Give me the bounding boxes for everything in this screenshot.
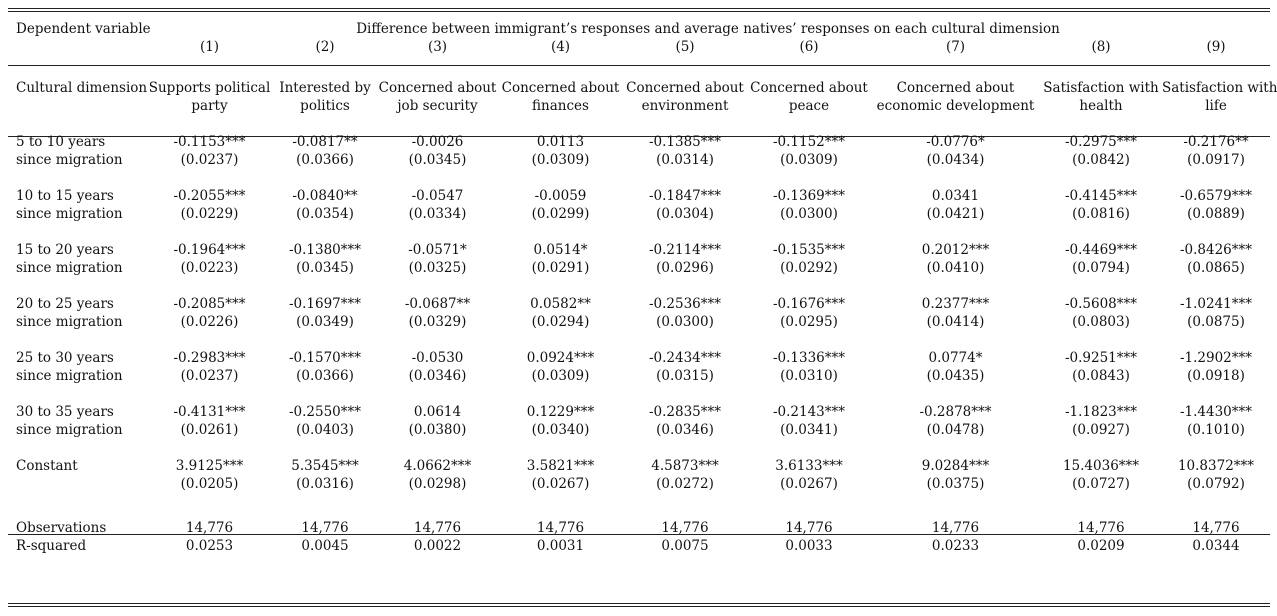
row-label-line1: Constant — [16, 458, 78, 474]
coefficient-line1: -0.2055*** — [173, 188, 246, 204]
coefficient-line2: (0.0261) — [180, 422, 239, 438]
coefficient-cell — [1040, 403, 1162, 457]
stats-value-line2: 0.0031 — [536, 538, 585, 554]
bottom-rule-double — [8, 606, 1270, 607]
coefficient-line2: (0.0341) — [780, 422, 838, 438]
stats-value-line2: 0.0022 — [413, 538, 462, 554]
coefficient-line2: (0.0354) — [296, 206, 354, 222]
dimension-header — [273, 79, 377, 115]
dimension-header — [623, 79, 747, 115]
regression-table — [8, 0, 1277, 555]
coefficient-line1: -0.1847*** — [648, 188, 722, 204]
coefficient-line1: -0.0547 — [411, 188, 464, 204]
coefficient-line1: -0.0776* — [926, 134, 985, 150]
bottom-rule — [8, 603, 1270, 604]
coefficient-line1: 3.9125*** — [175, 458, 244, 474]
col-number: (9) — [1206, 39, 1226, 55]
col-number: (5) — [675, 39, 695, 55]
coefficient-cell — [871, 349, 1040, 403]
coefficient-line2: (0.0875) — [1187, 314, 1245, 330]
coefficient-cell — [1040, 457, 1162, 501]
stats-cell — [747, 519, 871, 555]
coefficient-line1: 3.6133*** — [775, 458, 843, 474]
coefficient-cell — [871, 133, 1040, 187]
coefficient-line1: 0.0113 — [536, 134, 585, 150]
coefficient-cell — [1162, 349, 1270, 403]
coefficient-line1: -0.2143*** — [772, 404, 846, 420]
coefficient-cell — [146, 403, 273, 457]
coefficient-line2: (0.0927) — [1072, 422, 1130, 438]
coefficient-cell — [377, 295, 498, 349]
coefficient-line1: -1.1823*** — [1064, 404, 1138, 420]
coefficient-line2: (0.0314) — [656, 152, 714, 168]
col-number: (2) — [315, 39, 335, 55]
stats-cell — [1040, 519, 1162, 555]
coefficient-cell — [747, 295, 871, 349]
coefficient-line2: (0.0223) — [180, 260, 239, 276]
coefficient-cell — [498, 403, 623, 457]
col-number: (7) — [945, 39, 966, 55]
coefficient-line1: -0.2878*** — [919, 404, 992, 420]
coefficient-line2: (0.0291) — [531, 260, 590, 276]
coefficient-line2: (0.0375) — [926, 476, 985, 492]
coefficient-line2: (0.0309) — [780, 152, 838, 168]
coefficient-line1: 9.0284*** — [921, 458, 990, 474]
coefficient-cell — [623, 187, 747, 241]
stats-value-line2: 0.0233 — [931, 538, 980, 554]
stats-cell — [146, 519, 273, 555]
row-label-line1: 20 to 25 years — [16, 296, 114, 312]
dimension-header — [377, 79, 498, 115]
coefficient-cell — [498, 349, 623, 403]
coefficient-line2: (0.0205) — [180, 476, 239, 492]
coefficient-line1: -0.4145*** — [1064, 188, 1138, 204]
row-label-line2: since migration — [16, 368, 123, 384]
coefficient-line2: (0.0842) — [1072, 152, 1130, 168]
stats-value-line1: 14,776 — [413, 520, 462, 536]
coefficient-line2: (0.0435) — [926, 368, 985, 384]
stats-value-line1: 14,776 — [301, 520, 349, 536]
coefficient-cell — [747, 187, 871, 241]
stats-value-line1: 14,776 — [661, 520, 709, 536]
coefficient-line2: (0.0229) — [180, 206, 239, 222]
dimension-header-line1: Interested by — [279, 80, 371, 96]
stats-value-line1: 14,776 — [185, 520, 234, 536]
coefficient-line2: (0.0366) — [296, 152, 354, 168]
coefficient-line2: (0.0237) — [180, 152, 239, 168]
stats-value-line2: 0.0253 — [185, 538, 234, 554]
coefficient-line2: (0.0366) — [296, 368, 354, 384]
coefficient-line2: (0.1010) — [1187, 422, 1245, 438]
coefficient-line1: -1.4430*** — [1179, 404, 1253, 420]
coefficient-line2: (0.0865) — [1187, 260, 1245, 276]
coefficient-line2: (0.0340) — [531, 422, 590, 438]
coefficient-cell — [377, 241, 498, 295]
row-label — [8, 295, 146, 349]
dimension-header-line1: Concerned about — [750, 80, 868, 96]
coefficient-cell — [1040, 133, 1162, 187]
coefficient-cell — [871, 457, 1040, 501]
coefficient-cell — [1162, 241, 1270, 295]
stats-cell — [623, 519, 747, 555]
coefficient-cell — [871, 241, 1040, 295]
coefficient-line2: (0.0803) — [1072, 314, 1130, 330]
coefficient-cell — [1162, 187, 1270, 241]
row-label-line2: since migration — [16, 422, 123, 438]
dimension-header-line1: Concerned about — [378, 80, 497, 96]
coefficient-line2: (0.0298) — [408, 476, 467, 492]
coefficient-line1: -0.1152*** — [772, 134, 846, 150]
coefficient-cell — [498, 187, 623, 241]
coefficient-cell — [273, 133, 377, 187]
coefficient-cell — [623, 295, 747, 349]
coefficient-line1: -0.0571* — [408, 242, 467, 258]
coefficient-line2: (0.0917) — [1187, 152, 1245, 168]
stats-value-line1: 14,776 — [1192, 520, 1240, 536]
coefficient-line2: (0.0299) — [531, 206, 590, 222]
dimension-header-line1: Supports political — [148, 80, 271, 96]
coefficient-line2: (0.0410) — [926, 260, 985, 276]
stats-cell — [871, 519, 1040, 555]
coefficient-line2: (0.0349) — [296, 314, 354, 330]
coefficient-line2: (0.0434) — [926, 152, 985, 168]
row-label — [8, 133, 146, 187]
coefficient-line2: (0.0300) — [780, 206, 838, 222]
stats-value-line2: 0.0045 — [301, 538, 349, 554]
coefficient-cell — [623, 403, 747, 457]
dimension-header-line2: politics — [300, 98, 350, 114]
coefficient-cell — [498, 295, 623, 349]
coefficient-line1: 0.0514* — [533, 242, 588, 258]
row-label-line2: since migration — [16, 152, 123, 168]
coefficient-line2: (0.0294) — [531, 314, 590, 330]
coefficient-line2: (0.0237) — [180, 368, 239, 384]
dimension-header-line2: peace — [788, 98, 830, 114]
coefficient-line1: -0.0026 — [411, 134, 464, 150]
dimension-header — [747, 79, 871, 115]
coefficient-line1: 0.2377*** — [921, 296, 990, 312]
coefficient-line1: 0.0924*** — [526, 350, 595, 366]
coefficient-cell — [747, 241, 871, 295]
coefficient-line2: (0.0380) — [408, 422, 467, 438]
coefficient-cell — [623, 241, 747, 295]
dimension-header — [1162, 79, 1277, 115]
stats-value-line1: 14,776 — [536, 520, 585, 536]
coefficient-line2: (0.0792) — [1187, 476, 1245, 492]
coefficient-cell — [273, 187, 377, 241]
coefficient-cell — [377, 133, 498, 187]
coefficient-line1: -0.0059 — [534, 188, 587, 204]
coefficient-cell — [498, 457, 623, 501]
coefficient-line1: -0.2975*** — [1064, 134, 1138, 150]
row-label-line2: since migration — [16, 206, 123, 222]
coefficient-cell — [871, 187, 1040, 241]
coefficient-line1: -0.1535*** — [772, 242, 846, 258]
coefficient-cell — [623, 457, 747, 501]
coefficient-line2: (0.0345) — [296, 260, 354, 276]
coefficient-line2: (0.0346) — [408, 368, 467, 384]
dimension-label: Cultural dimension — [16, 80, 148, 96]
coefficient-line1: -0.4131*** — [173, 404, 246, 420]
coefficient-cell — [146, 187, 273, 241]
coefficient-line2: (0.0345) — [408, 152, 467, 168]
stats-value-line1: 14,776 — [931, 520, 980, 536]
coefficient-line1: 0.2012*** — [921, 242, 990, 258]
coefficient-line1: -0.2434*** — [648, 350, 722, 366]
row-label-line1: 15 to 20 years — [16, 242, 114, 258]
coefficient-line1: -0.1336*** — [772, 350, 846, 366]
coefficient-line1: -0.4469*** — [1064, 242, 1138, 258]
coefficient-cell — [871, 403, 1040, 457]
coefficient-cell — [146, 133, 273, 187]
row-label — [8, 349, 146, 403]
row-label-line1: 5 to 10 years — [16, 134, 106, 150]
coefficient-cell — [498, 241, 623, 295]
dimension-header — [1040, 79, 1162, 115]
col-number: (3) — [427, 39, 448, 55]
coefficient-line2: (0.0325) — [408, 260, 467, 276]
coefficient-cell — [747, 403, 871, 457]
coefficient-cell — [1040, 349, 1162, 403]
row-label — [8, 241, 146, 295]
coefficient-line2: (0.0421) — [926, 206, 985, 222]
row-label-line1: 10 to 15 years — [16, 188, 114, 204]
coefficient-cell — [273, 295, 377, 349]
coefficient-line1: -0.0840** — [292, 188, 358, 204]
coefficient-line2: (0.0727) — [1072, 476, 1130, 492]
coefficient-line1: -0.1676*** — [772, 296, 846, 312]
dimension-header-line2: job security — [397, 98, 478, 114]
coefficient-line1: -0.1380*** — [288, 242, 362, 258]
row-label-line2: since migration — [16, 260, 123, 276]
coefficient-line1: -1.0241*** — [1179, 296, 1253, 312]
row-label-line1: 30 to 35 years — [16, 404, 114, 420]
col-number: (4) — [550, 39, 571, 55]
dimension-header-line1: Satisfaction with — [1043, 80, 1159, 96]
coefficient-cell — [377, 349, 498, 403]
coefficient-line1: 0.0582** — [530, 296, 591, 312]
coefficient-line1: -0.2983*** — [173, 350, 246, 366]
coefficient-cell — [146, 349, 273, 403]
coefficient-line1: -1.2902*** — [1179, 350, 1253, 366]
coefficient-line1: -0.9251*** — [1064, 350, 1138, 366]
stats-value-line2: 0.0033 — [785, 538, 833, 554]
coefficient-line2: (0.0226) — [180, 314, 239, 330]
coefficient-line1: -0.1153*** — [173, 134, 246, 150]
coefficient-line1: -0.2176** — [1183, 134, 1249, 150]
coefficient-line2: (0.0794) — [1072, 260, 1130, 276]
coefficient-line1: -0.2835*** — [648, 404, 722, 420]
coefficient-line2: (0.0267) — [531, 476, 590, 492]
row-label-line1: 25 to 30 years — [16, 350, 114, 366]
coefficient-line2: (0.0300) — [656, 314, 714, 330]
row-label — [8, 403, 146, 457]
coefficient-line1: -0.1385*** — [648, 134, 722, 150]
coefficient-cell — [1162, 295, 1270, 349]
coefficient-cell — [377, 403, 498, 457]
coefficient-cell — [1162, 403, 1270, 457]
coefficient-line1: 0.0614 — [413, 404, 462, 420]
coefficient-cell — [498, 133, 623, 187]
coefficient-cell — [1040, 295, 1162, 349]
coefficient-line2: (0.0843) — [1072, 368, 1130, 384]
coefficient-cell — [623, 133, 747, 187]
stats-cell — [1162, 519, 1270, 555]
stats-value-line2: 0.0075 — [661, 538, 709, 554]
coefficient-line1: -0.2085*** — [173, 296, 246, 312]
coefficient-cell — [273, 349, 377, 403]
dimension-header — [498, 79, 623, 115]
coefficient-line2: (0.0414) — [926, 314, 985, 330]
coefficient-line2: (0.0918) — [1187, 368, 1245, 384]
coefficient-line1: -0.2536*** — [648, 296, 722, 312]
coefficient-line2: (0.0292) — [780, 260, 838, 276]
coefficient-line1: 3.5821*** — [526, 458, 595, 474]
dimension-header-line1: Concerned about — [626, 80, 744, 96]
spanner-label: Difference between immigrant’s responses and average natives’ responses on each cultural dimension — [356, 21, 1060, 37]
coefficient-line2: (0.0316) — [296, 476, 354, 492]
coefficient-line2: (0.0816) — [1072, 206, 1130, 222]
blank-cell — [8, 38, 146, 65]
coefficient-line1: -0.5608*** — [1064, 296, 1138, 312]
coefficient-cell — [146, 295, 273, 349]
col-number: (6) — [799, 39, 819, 55]
coefficient-line1: -0.0687** — [404, 296, 471, 312]
coefficient-line2: (0.0296) — [656, 260, 714, 276]
coefficient-cell — [146, 457, 273, 501]
coefficient-line2: (0.0346) — [656, 422, 714, 438]
dimension-header-line1: Satisfaction with — [1162, 80, 1277, 96]
coefficient-line1: -0.1570*** — [288, 350, 362, 366]
coefficient-line2: (0.0309) — [531, 152, 590, 168]
coefficient-line2: (0.0309) — [531, 368, 590, 384]
coefficient-line1: 4.0662*** — [403, 458, 472, 474]
coefficient-line1: 0.0774* — [928, 350, 983, 366]
coefficient-line2: (0.0329) — [408, 314, 467, 330]
dimension-header — [871, 79, 1040, 115]
coefficient-line1: -0.6579*** — [1179, 188, 1253, 204]
coefficient-line1: -0.2550*** — [288, 404, 362, 420]
col-number: (1) — [199, 39, 220, 55]
coefficient-line2: (0.0295) — [780, 314, 838, 330]
coefficient-cell — [273, 457, 377, 501]
coefficient-cell — [377, 187, 498, 241]
stats-cell — [273, 519, 377, 555]
coefficient-cell — [747, 457, 871, 501]
coefficient-cell — [623, 349, 747, 403]
stats-cell — [377, 519, 498, 555]
col-number: (8) — [1091, 39, 1111, 55]
coefficient-line1: -0.0530 — [411, 350, 464, 366]
coefficient-cell — [1162, 457, 1270, 501]
coefficient-cell — [273, 241, 377, 295]
dimension-header-line1: Concerned about — [501, 80, 620, 96]
row-label — [8, 187, 146, 241]
stats-value-line1: 14,776 — [785, 520, 833, 536]
coefficient-line2: (0.0889) — [1187, 206, 1245, 222]
coefficient-line1: 15.4036*** — [1062, 458, 1140, 474]
row-label-line2: since migration — [16, 314, 123, 330]
coefficient-cell — [146, 241, 273, 295]
coefficient-cell — [747, 349, 871, 403]
stats-value-line2: 0.0209 — [1077, 538, 1125, 554]
stats-label-line2: R-squared — [16, 538, 87, 554]
stats-label — [8, 519, 146, 555]
stats-label-line1: Observations — [16, 520, 107, 536]
coefficient-line2: (0.0310) — [780, 368, 838, 384]
coefficient-line1: -0.0817** — [292, 134, 358, 150]
dimension-header-line2: environment — [641, 98, 729, 114]
dimension-header-line2: life — [1205, 98, 1227, 114]
dep-var-label: Dependent variable — [16, 21, 151, 37]
coefficient-line1: -0.1964*** — [173, 242, 246, 258]
coefficient-line1: 4.5873*** — [651, 458, 719, 474]
coefficient-line1: 5.3545*** — [291, 458, 359, 474]
coefficient-line1: -0.8426*** — [1179, 242, 1253, 258]
stats-value-line2: 0.0344 — [1192, 538, 1240, 554]
coefficient-cell — [871, 295, 1040, 349]
coefficient-cell — [377, 457, 498, 501]
dimension-header-line2: party — [191, 98, 228, 114]
coefficient-line2: (0.0403) — [296, 422, 354, 438]
coefficient-cell — [747, 133, 871, 187]
coefficient-line1: 0.0341 — [931, 188, 980, 204]
stats-value-line1: 14,776 — [1077, 520, 1125, 536]
dimension-header-line2: finances — [532, 98, 589, 114]
coefficient-cell — [1040, 187, 1162, 241]
dimension-header — [146, 79, 273, 115]
coefficient-cell — [1162, 133, 1270, 187]
stats-cell — [498, 519, 623, 555]
dimension-header-line2: economic development — [876, 98, 1035, 114]
coefficient-line2: (0.0334) — [408, 206, 467, 222]
row-label — [8, 457, 146, 501]
dimension-header-line2: health — [1079, 98, 1123, 114]
coefficient-line1: -0.1697*** — [288, 296, 362, 312]
coefficient-line1: 0.1229*** — [526, 404, 595, 420]
coefficient-line2: (0.0478) — [926, 422, 985, 438]
coefficient-line2: (0.0315) — [656, 368, 714, 384]
coefficient-cell — [1040, 241, 1162, 295]
coefficient-line2: (0.0272) — [656, 476, 714, 492]
coefficient-line1: -0.1369*** — [772, 188, 846, 204]
coefficient-line2: (0.0267) — [780, 476, 838, 492]
coefficient-line1: -0.2114*** — [648, 242, 722, 258]
coefficient-line2: (0.0304) — [656, 206, 714, 222]
coefficient-line1: 10.8372*** — [1177, 458, 1255, 474]
dimension-header-line1: Concerned about — [896, 80, 1015, 96]
coefficient-cell — [273, 403, 377, 457]
